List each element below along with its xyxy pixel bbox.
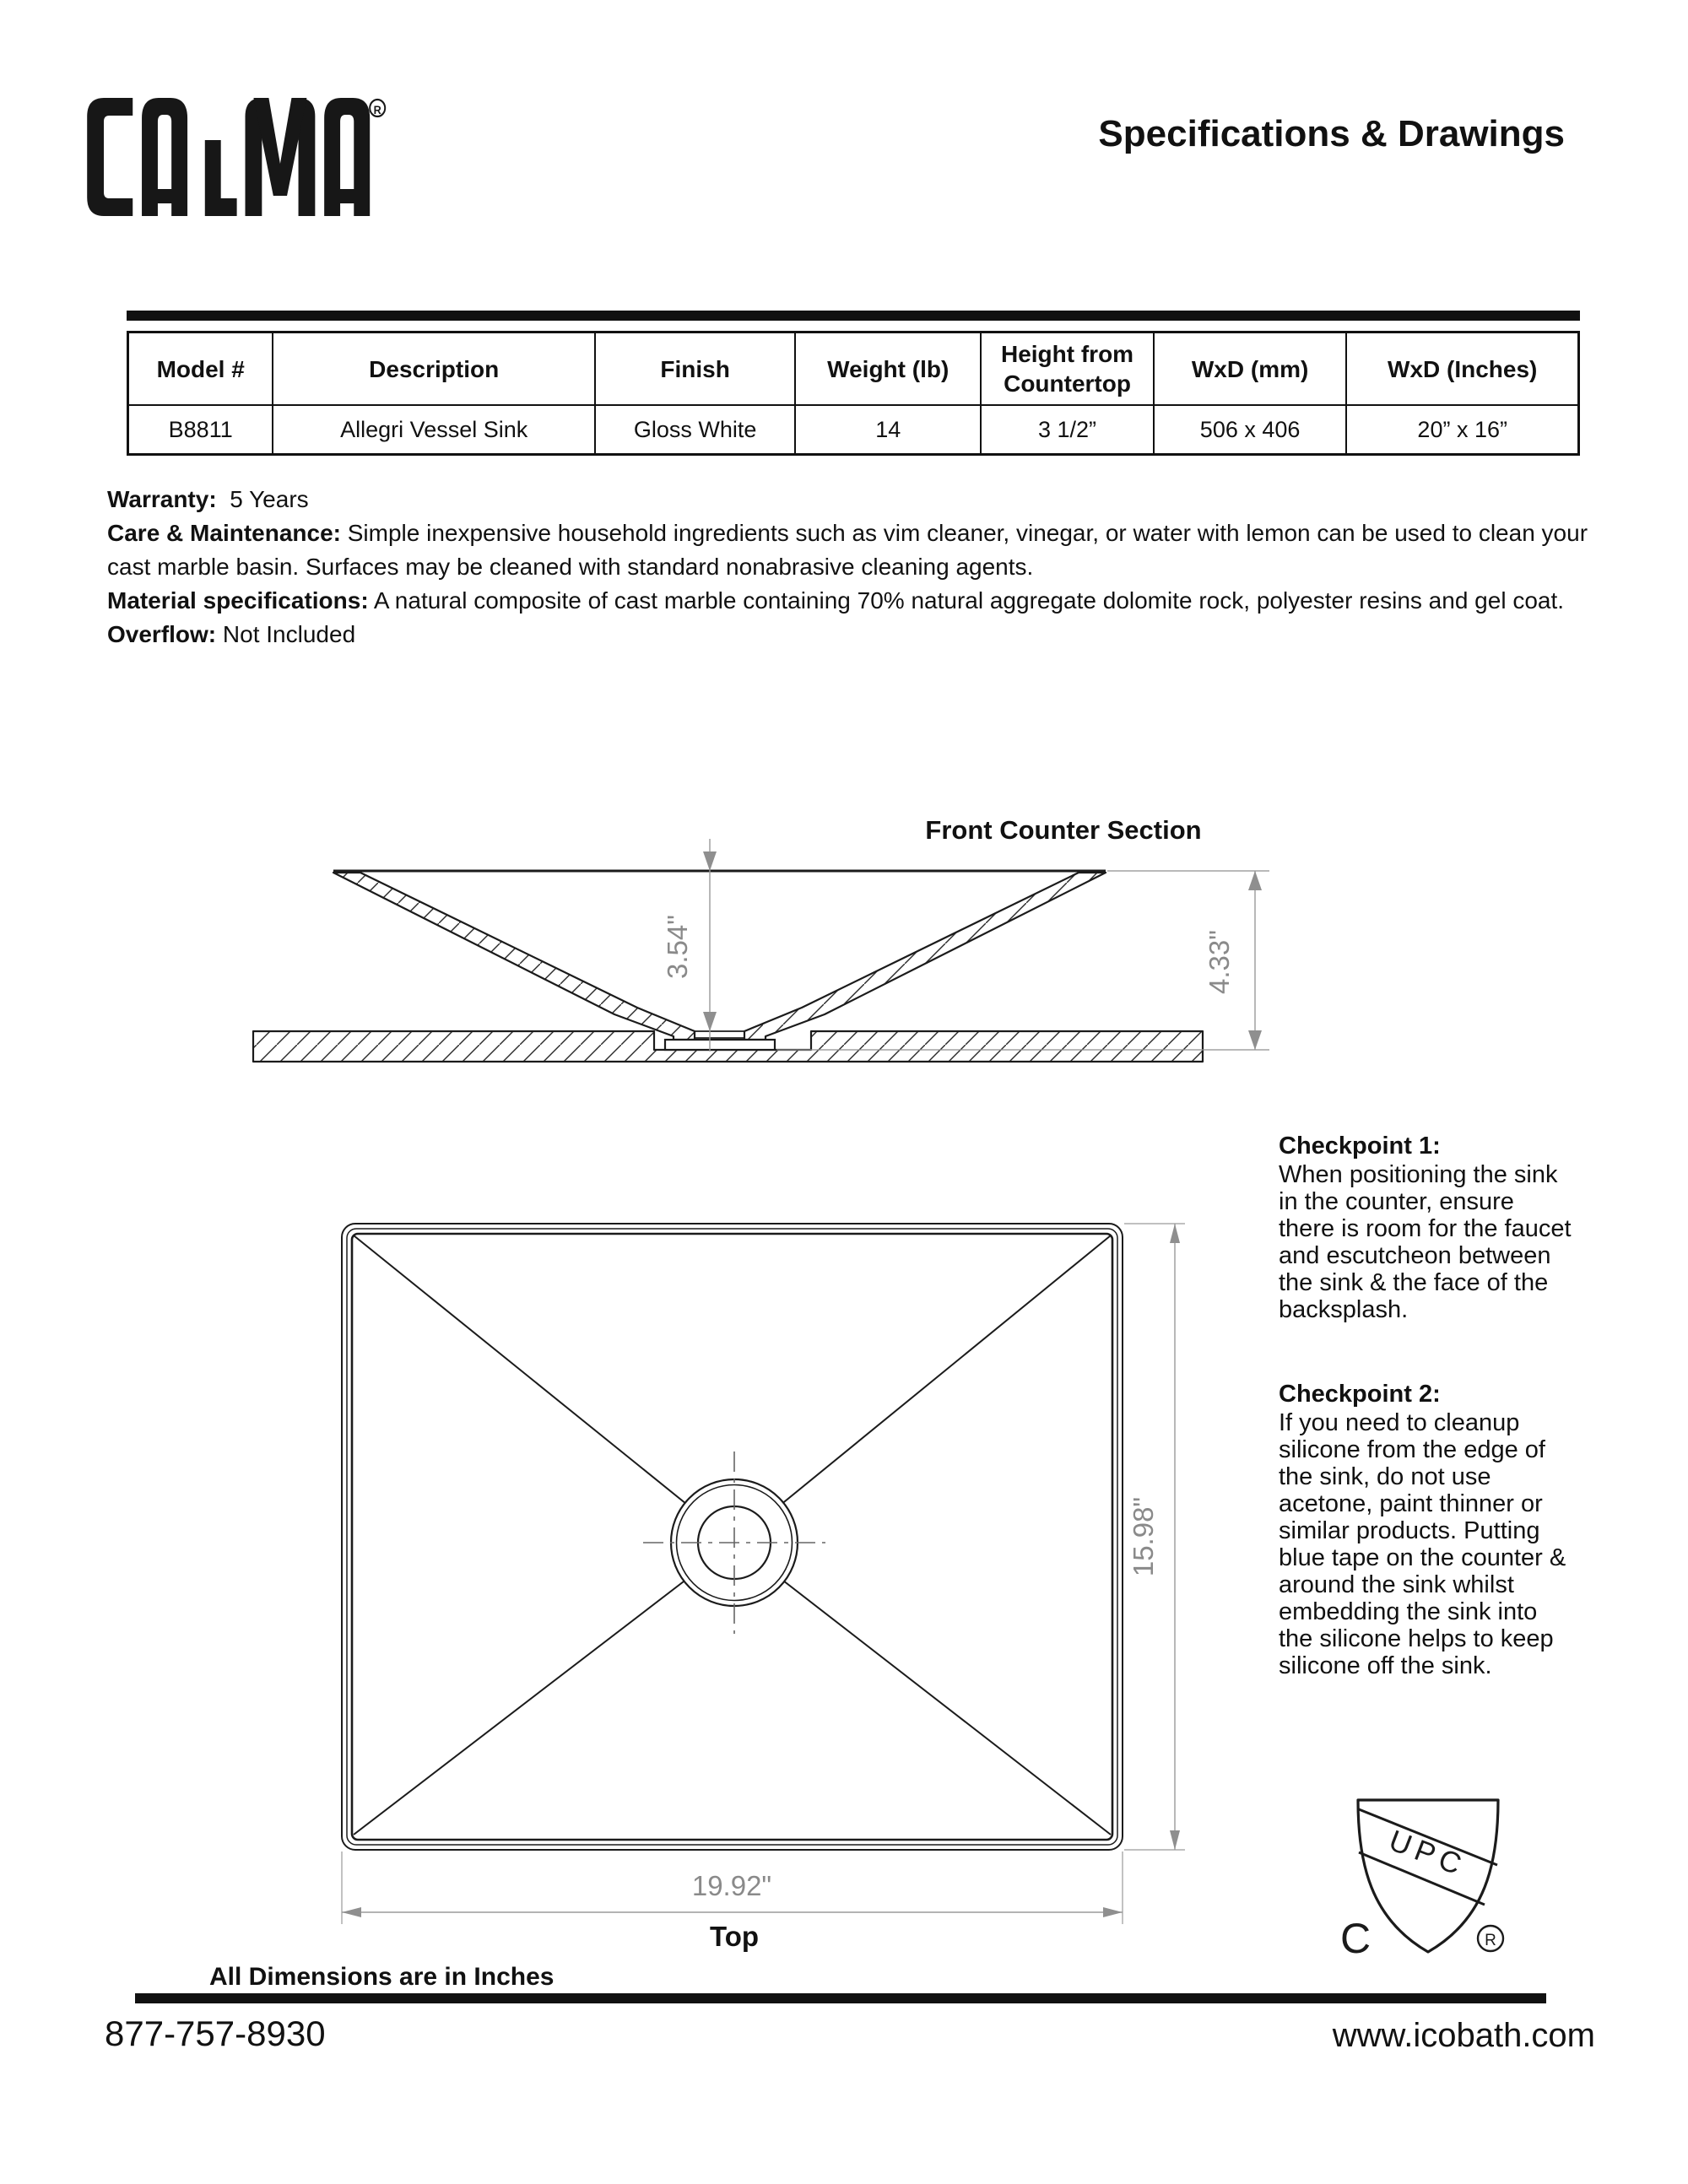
registered-trademark-icon: [370, 100, 385, 116]
checkpoint-1-heading: Checkpoint 1:: [1279, 1133, 1441, 1160]
cell-wxd-in: 20” x 16”: [1346, 405, 1578, 455]
warranty-label: Warranty:: [107, 486, 217, 512]
cell-description: Allegri Vessel Sink: [273, 405, 595, 455]
top-view-drawing: [329, 1215, 1274, 1958]
svg-text:R: R: [373, 103, 381, 117]
checkpoint-1-note: [1279, 1133, 1576, 1323]
checkpoint-1-body: When positioning the sink in the counter, ensure there is room for the faucet and escutcheon between the sink & the face of the backsplash.: [1279, 1161, 1572, 1323]
top-view-label: Top: [709, 1921, 760, 1952]
svg-text:R: R: [1485, 1932, 1496, 1949]
dimension-overall-height: [1204, 871, 1262, 1050]
footer-website: www.icobath.com: [1332, 2017, 1595, 2054]
warranty-line: [107, 483, 1588, 516]
upc-registered-icon: [1478, 1926, 1503, 1951]
dimension-width: [342, 1852, 1123, 1924]
col-header-wxd-in: WxD (Inches): [1346, 332, 1578, 406]
checkpoint-2-body: If you need to cleanup silicone from the edge of the sink, do not use acetone, paint thinner or similar products. Putting blue tape on the counter & around the sink whilst embedding the sink into the silicone helps to keep silicone off the sink.: [1279, 1409, 1566, 1679]
dimension-depth: [1124, 1224, 1185, 1850]
col-header-height: Height from Countertop: [981, 332, 1154, 406]
dim-label-inner-depth: 3.54": [662, 915, 693, 979]
drain-base: [665, 1040, 775, 1050]
cell-weight: 14: [795, 405, 981, 455]
front-section-title: Front Counter Section: [925, 815, 1202, 845]
cell-wxd-mm: 506 x 406: [1154, 405, 1347, 455]
checkpoint-2-note: [1279, 1381, 1576, 1679]
page-title: Specifications & Drawings: [1098, 113, 1565, 154]
checkpoint-2-heading: Checkpoint 2:: [1279, 1381, 1441, 1408]
dim-label-overall-height: 4.33": [1204, 930, 1235, 994]
product-info: [107, 483, 1588, 651]
upc-c-mark: C: [1340, 1915, 1372, 1962]
upc-band-text: UPC: [1384, 1824, 1472, 1884]
col-header-finish: Finish: [595, 332, 795, 406]
front-counter-section-drawing: [236, 802, 1300, 1106]
overflow-value: Not Included: [222, 621, 356, 647]
spec-table: [127, 331, 1580, 456]
brand-letterforms: [87, 98, 370, 216]
care-value: Simple inexpensive household ingredients such as vim cleaner, vinegar, or water with lemon can be used to clean your cast marble basin. Surfaces may be cleaned with standard nonabrasive cleaning agents.: [107, 520, 1588, 580]
cell-model: B8811: [128, 405, 273, 455]
col-header-model: Model #: [128, 332, 273, 406]
dimensions-note: All Dimensions are in Inches: [209, 1963, 555, 1991]
dim-label-width: 19.92": [691, 1870, 772, 1901]
footer-phone: 877-757-8930: [105, 2014, 326, 2053]
warranty-value: 5 Years: [230, 486, 309, 512]
header-rule: [127, 311, 1580, 321]
material-label: Material specifications:: [107, 587, 369, 614]
material-line: [107, 584, 1588, 618]
overflow-label: Overflow:: [107, 621, 217, 647]
drain-centerline-icon: [643, 1451, 825, 1634]
brand-logo: [81, 91, 387, 224]
drain-detail-lines: [695, 1031, 744, 1038]
sink-right-wall: [744, 873, 1106, 1040]
care-label: Care & Maintenance:: [107, 520, 341, 546]
cell-finish: Gloss White: [595, 405, 795, 455]
col-header-weight: Weight (lb): [795, 332, 981, 406]
care-line: [107, 516, 1588, 584]
upc-certification-mark: [1330, 1786, 1523, 1965]
col-header-description: Description: [273, 332, 595, 406]
cell-height: 3 1/2”: [981, 405, 1154, 455]
drain: [643, 1451, 825, 1634]
upc-shield-icon: [1358, 1800, 1498, 1952]
col-header-wxd-mm: WxD (mm): [1154, 332, 1347, 406]
material-value: A natural composite of cast marble containing 70% natural aggregate dolomite rock, polyester resins and gel coat.: [373, 587, 1565, 614]
dim-label-depth: 15.98": [1128, 1496, 1159, 1577]
footer-rule: [135, 1993, 1546, 2003]
spec-table-header-row: [128, 332, 1579, 406]
overflow-line: [107, 618, 1588, 651]
spec-table-row: [128, 405, 1579, 455]
sink-left-wall: [333, 873, 695, 1040]
